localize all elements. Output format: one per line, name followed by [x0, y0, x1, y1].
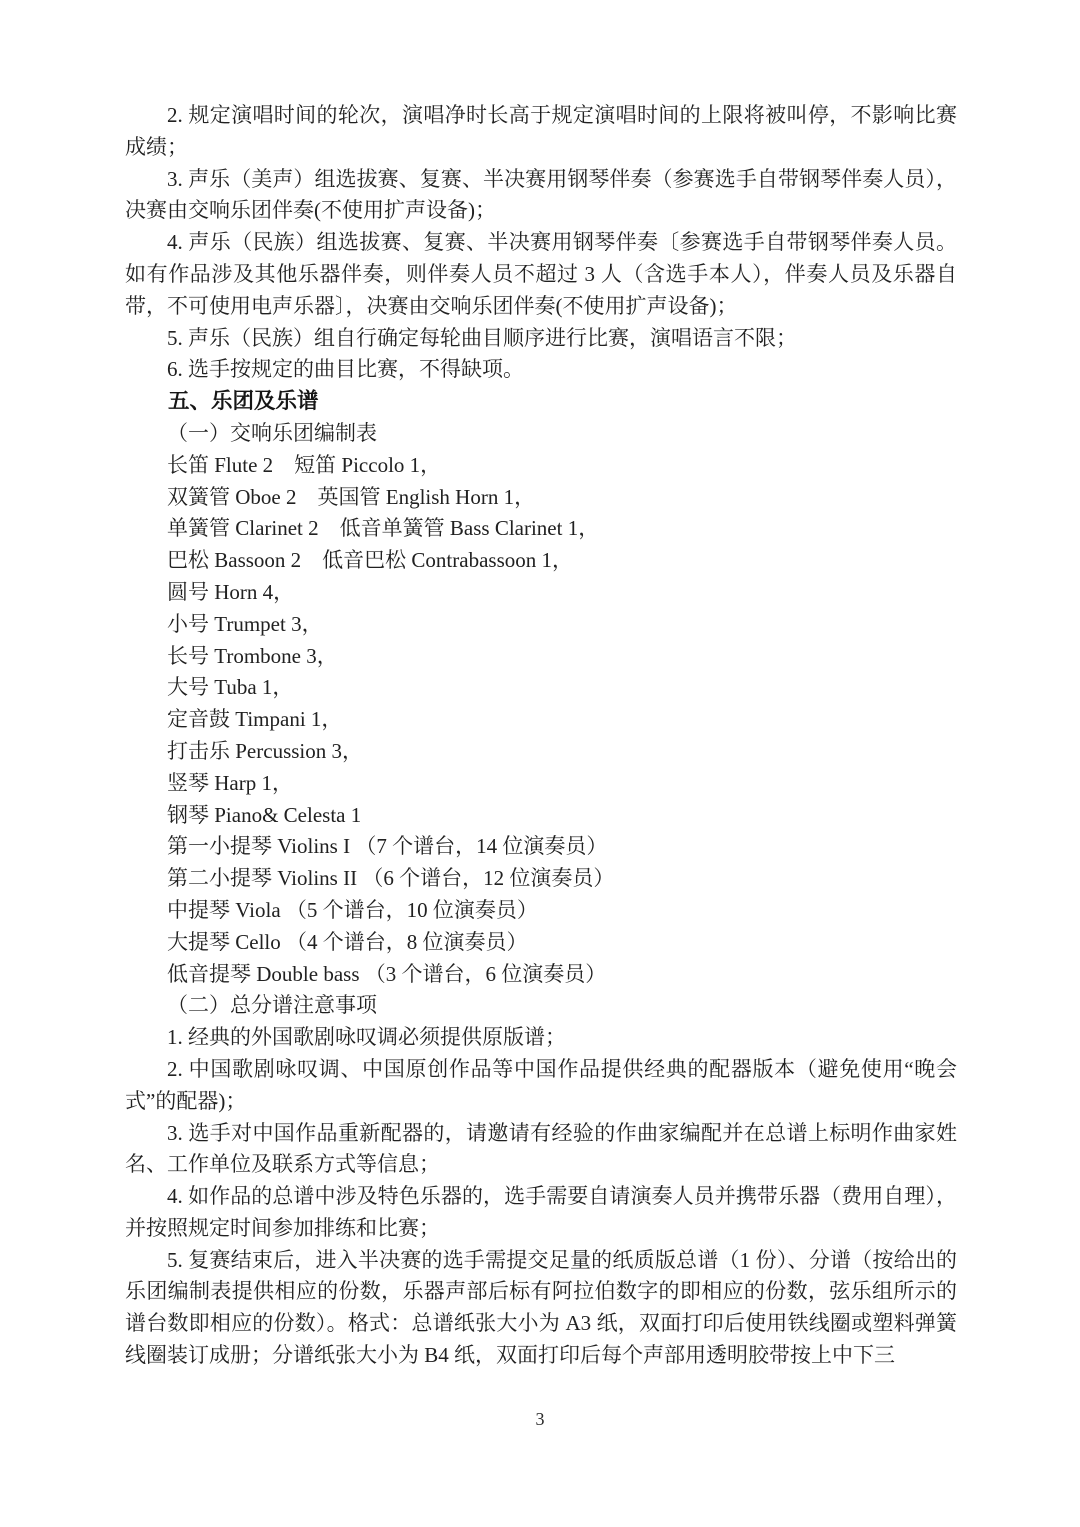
orchestra-line: 第一小提琴 Violins I （7 个谱台，14 位演奏员）	[167, 834, 608, 859]
subsection-title: （一）交响乐团编制表	[167, 420, 377, 445]
page-number: 3	[535, 1409, 545, 1429]
orchestra-line: 第二小提琴 Violins II （6 个谱台，12 位演奏员）	[167, 866, 615, 891]
rule-paragraph: 5. 声乐（民族）组自行确定每轮曲目顺序进行比赛，演唱语言不限；	[167, 325, 797, 350]
orchestra-line: 大提琴 Cello （4 个谱台，8 位演奏员）	[167, 929, 528, 954]
orchestra-line: 低音提琴 Double bass （3 个谱台，6 位演奏员）	[167, 961, 607, 986]
document-body	[125, 100, 957, 1372]
orchestra-line: 单簧管 Clarinet 2 低音单簧管 Bass Clarinet 1，	[167, 516, 600, 541]
orchestra-line: 钢琴 Piano& Celesta 1	[167, 802, 362, 827]
rule-paragraph: 6. 选手按规定的曲目比赛，不得缺项。	[167, 357, 524, 382]
score-note-paragraph: 5. 复赛结束后，进入半决赛的选手需提交足量的纸质版总谱（1 份）、分谱（按给出的乐团编制表提供相应的份数，乐器声部后标有阿拉伯数字的即相应的份数，弦乐组所示的谱台数即相应的份数）。格式：总谱纸张大小为 A3 纸，双面打印后使用铁线圈或塑料弹簧线圈装订成册；分谱纸张大小为 B4 纸，双面打印后每个声部用透明胶带按上中下三	[125, 1247, 957, 1368]
orchestra-line: 长笛 Flute 2 短笛 Piccolo 1，	[167, 452, 442, 477]
rule-paragraph: 3. 声乐（美声）组选拔赛、复赛、半决赛用钢琴伴奏（参赛选手自带钢琴伴奏人员），决赛由交响乐团伴奏(不使用扩声设备)；	[125, 166, 957, 223]
rule-paragraph: 2. 规定演唱时间的轮次，演唱净时长高于规定演唱时间的上限将被叫停，不影响比赛成绩；	[125, 103, 957, 159]
score-note-paragraph: 3. 选手对中国作品重新配器的，请邀请有经验的作曲家编配并在总谱上标明作曲家姓名、工作单位及联系方式等信息；	[125, 1120, 957, 1177]
score-note-paragraph: 1. 经典的外国歌剧咏叹调必须提供原版谱；	[167, 1025, 566, 1050]
orchestra-line: 大号 Tuba 1，	[167, 675, 294, 700]
orchestra-line: 中提琴 Viola （5 个谱台，10 位演奏员）	[167, 897, 538, 922]
subsection-title: （二）总分谱注意事项	[167, 993, 377, 1018]
orchestra-line: 巴松 Bassoon 2 低音巴松 Contrabassoon 1，	[167, 548, 573, 573]
orchestra-line: 竖琴 Harp 1，	[167, 770, 293, 795]
orchestra-line: 双簧管 Oboe 2 英国管 English Horn 1，	[167, 484, 536, 509]
orchestra-line: 小号 Trumpet 3，	[167, 611, 323, 636]
orchestra-line: 打击乐 Percussion 3，	[167, 738, 363, 763]
orchestra-line: 长号 Trombone 3，	[167, 643, 338, 668]
orchestra-line: 圆号 Horn 4，	[167, 579, 295, 604]
rule-paragraph: 4. 声乐（民族）组选拔赛、复赛、半决赛用钢琴伴奏〔参赛选手自带钢琴伴奏人员。如有作品涉及其他乐器伴奏，则伴奏人员不超过 3 人（含选手本人），伴奏人员及乐器自带，不可使用电声乐器〕，决赛由交响乐团伴奏(不使用扩声设备)；	[125, 230, 957, 318]
score-note-paragraph: 4. 如作品的总谱中涉及特色乐器的，选手需要自请演奏人员并携带乐器（费用自理），并按照规定时间参加排练和比赛；	[125, 1184, 957, 1240]
orchestra-line: 定音鼓 Timpani 1，	[167, 707, 343, 732]
section-heading: 五、乐团及乐谱	[168, 389, 319, 414]
score-note-paragraph: 2. 中国歌剧咏叹调、中国原创作品等中国作品提供经典的配器版本（避免使用“晚会式”的配器)；	[125, 1056, 957, 1113]
